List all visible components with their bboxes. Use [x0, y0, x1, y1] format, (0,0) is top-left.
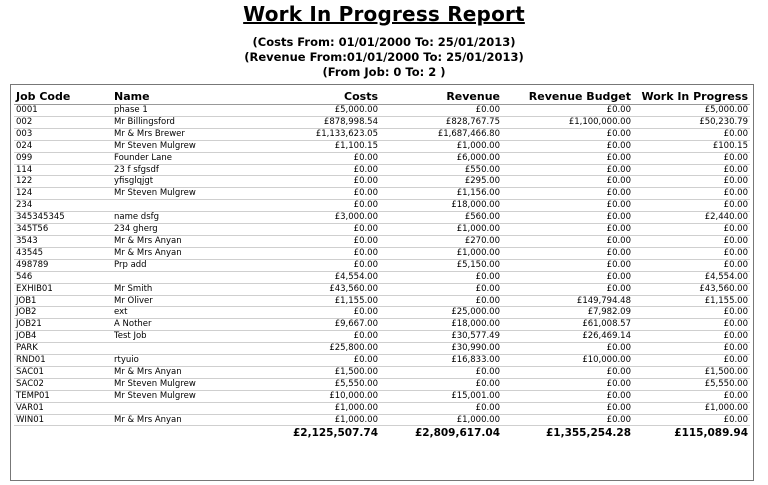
table-row: [14, 390, 750, 402]
cell-job-code: 114: [14, 164, 112, 176]
cell-revenue-budget: £149,794.48: [502, 295, 633, 307]
cell-name: Mr Smith: [112, 283, 222, 295]
table-header-row: [14, 89, 750, 105]
cell-revenue-budget: £61,008.57: [502, 319, 633, 331]
cell-name: name dsfg: [112, 212, 222, 224]
cell-costs: £9,667.00: [222, 319, 380, 331]
col-header-revenue-budget: Revenue Budget: [502, 89, 633, 105]
table-row: [14, 164, 750, 176]
table-row: [14, 152, 750, 164]
cell-job-code: RND01: [14, 355, 112, 367]
cell-revenue: £6,000.00: [380, 152, 502, 164]
cell-wip: £0.00: [633, 319, 750, 331]
cell-wip: £0.00: [633, 414, 750, 426]
cell-costs: £878,998.54: [222, 116, 380, 128]
cell-name: Mr Billingsford: [112, 116, 222, 128]
cell-name: 234 gherg: [112, 224, 222, 236]
table-row: [14, 105, 750, 117]
cell-costs: £5,000.00: [222, 105, 380, 117]
cell-revenue: £0.00: [380, 366, 502, 378]
table-row: [14, 402, 750, 414]
col-header-job-code: Job Code: [14, 89, 112, 105]
cell-name: Mr Steven Mulgrew: [112, 188, 222, 200]
cell-job-code: 024: [14, 140, 112, 152]
cell-wip: £0.00: [633, 188, 750, 200]
cell-job-code: WIN01: [14, 414, 112, 426]
cell-revenue: £1,000.00: [380, 414, 502, 426]
cell-costs: £0.00: [222, 200, 380, 212]
cell-name: Prp add: [112, 259, 222, 271]
cell-wip: £0.00: [633, 224, 750, 236]
cell-revenue-budget: £0.00: [502, 128, 633, 140]
cell-revenue-budget: £0.00: [502, 414, 633, 426]
cell-name: rtyuio: [112, 355, 222, 367]
cell-revenue: £18,000.00: [380, 200, 502, 212]
cell-costs: £0.00: [222, 331, 380, 343]
cell-wip: £43,560.00: [633, 283, 750, 295]
cell-name: [112, 343, 222, 355]
cell-job-code: EXHIB01: [14, 283, 112, 295]
cell-revenue: £25,000.00: [380, 307, 502, 319]
cell-revenue: £16,833.00: [380, 355, 502, 367]
cell-revenue-budget: £0.00: [502, 164, 633, 176]
table-row: [14, 140, 750, 152]
cell-costs: £0.00: [222, 176, 380, 188]
cell-revenue: £1,000.00: [380, 224, 502, 236]
table-row: [14, 247, 750, 259]
cell-job-code: 122: [14, 176, 112, 188]
cell-job-code: JOB4: [14, 331, 112, 343]
cell-revenue: £30,990.00: [380, 343, 502, 355]
total-revenue: £2,809,617.04: [380, 426, 502, 442]
cell-name: Founder Lane: [112, 152, 222, 164]
revenue-date-range: (Revenue From:01/01/2000 To: 25/01/2013): [244, 50, 524, 64]
cell-costs: £0.00: [222, 355, 380, 367]
cell-wip: £5,000.00: [633, 105, 750, 117]
table-row: [14, 414, 750, 426]
col-header-name: Name: [112, 89, 222, 105]
cell-name: ext: [112, 307, 222, 319]
cell-wip: £2,440.00: [633, 212, 750, 224]
cell-job-code: VAR01: [14, 402, 112, 414]
totals-blank-cell: [112, 426, 222, 442]
cell-wip: £0.00: [633, 152, 750, 164]
col-header-revenue: Revenue: [380, 89, 502, 105]
cell-name: Mr & Mrs Brewer: [112, 128, 222, 140]
cell-revenue: £0.00: [380, 283, 502, 295]
cell-wip: £1,155.00: [633, 295, 750, 307]
cell-revenue-budget: £0.00: [502, 105, 633, 117]
cell-name: Mr & Mrs Anyan: [112, 247, 222, 259]
cell-name: A Nother: [112, 319, 222, 331]
cell-revenue-budget: £26,469.14: [502, 331, 633, 343]
cell-wip: £0.00: [633, 128, 750, 140]
cell-job-code: JOB1: [14, 295, 112, 307]
cell-revenue: £1,687,466.80: [380, 128, 502, 140]
cell-name: Mr Oliver: [112, 295, 222, 307]
cell-revenue: £0.00: [380, 378, 502, 390]
cell-job-code: JOB2: [14, 307, 112, 319]
cell-revenue: £5,150.00: [380, 259, 502, 271]
cell-revenue-budget: £0.00: [502, 259, 633, 271]
table-row: [14, 200, 750, 212]
cell-job-code: JOB21: [14, 319, 112, 331]
cell-name: Mr & Mrs Anyan: [112, 366, 222, 378]
cell-wip: £1,000.00: [633, 402, 750, 414]
cell-job-code: 498789: [14, 259, 112, 271]
cell-costs: £0.00: [222, 247, 380, 259]
cell-name: yfisglqjgt: [112, 176, 222, 188]
table-row: [14, 355, 750, 367]
cell-revenue: £270.00: [380, 235, 502, 247]
col-header-costs: Costs: [222, 89, 380, 105]
cell-job-code: 234: [14, 200, 112, 212]
table-row: [14, 259, 750, 271]
cell-revenue: £15,001.00: [380, 390, 502, 402]
table-row: [14, 271, 750, 283]
cell-name: Mr & Mrs Anyan: [112, 414, 222, 426]
cell-revenue-budget: £0.00: [502, 283, 633, 295]
cell-wip: £0.00: [633, 307, 750, 319]
cell-revenue: £0.00: [380, 295, 502, 307]
cell-costs: £0.00: [222, 152, 380, 164]
table-row: [14, 366, 750, 378]
cell-costs: £3,000.00: [222, 212, 380, 224]
cell-costs: £0.00: [222, 307, 380, 319]
cell-job-code: SAC01: [14, 366, 112, 378]
cell-wip: £0.00: [633, 200, 750, 212]
report-title: Work In Progress Report: [243, 2, 525, 26]
cell-job-code: PARK: [14, 343, 112, 355]
cell-name: phase 1: [112, 105, 222, 117]
table-row: [14, 224, 750, 236]
cell-revenue: £1,156.00: [380, 188, 502, 200]
table-row: [14, 378, 750, 390]
cell-name: 23 f sfgsdf: [112, 164, 222, 176]
cell-revenue-budget: £0.00: [502, 271, 633, 283]
cell-revenue-budget: £0.00: [502, 212, 633, 224]
cell-job-code: 546: [14, 271, 112, 283]
cell-costs: £10,000.00: [222, 390, 380, 402]
cell-revenue: £295.00: [380, 176, 502, 188]
cell-revenue-budget: £0.00: [502, 152, 633, 164]
cell-costs: £1,500.00: [222, 366, 380, 378]
cell-revenue: £0.00: [380, 271, 502, 283]
cell-revenue: £560.00: [380, 212, 502, 224]
job-range: (From Job: 0 To: 2 ): [322, 65, 446, 79]
cell-revenue-budget: £1,100,000.00: [502, 116, 633, 128]
cell-name: Mr Steven Mulgrew: [112, 378, 222, 390]
cell-job-code: 124: [14, 188, 112, 200]
cell-name: [112, 200, 222, 212]
cell-revenue-budget: £0.00: [502, 390, 633, 402]
cell-wip: £4,554.00: [633, 271, 750, 283]
cell-name: Mr & Mrs Anyan: [112, 235, 222, 247]
cell-revenue-budget: £0.00: [502, 366, 633, 378]
cell-wip: £0.00: [633, 259, 750, 271]
report-subtitles: [0, 35, 768, 80]
cell-job-code: TEMP01: [14, 390, 112, 402]
table-row: [14, 176, 750, 188]
cell-costs: £0.00: [222, 235, 380, 247]
cell-job-code: 43545: [14, 247, 112, 259]
cell-revenue-budget: £0.00: [502, 140, 633, 152]
cell-job-code: 099: [14, 152, 112, 164]
totals-row: [14, 426, 750, 442]
table-row: [14, 319, 750, 331]
cell-costs: £5,550.00: [222, 378, 380, 390]
cell-wip: £100.15: [633, 140, 750, 152]
wip-table: [14, 89, 750, 441]
cell-costs: £1,100.15: [222, 140, 380, 152]
cell-name: Mr Steven Mulgrew: [112, 390, 222, 402]
cell-costs: £1,155.00: [222, 295, 380, 307]
cell-wip: £0.00: [633, 235, 750, 247]
table-row: [14, 307, 750, 319]
table-body: [14, 105, 750, 426]
cell-job-code: 0001: [14, 105, 112, 117]
cell-revenue-budget: £0.00: [502, 200, 633, 212]
cell-revenue-budget: £0.00: [502, 224, 633, 236]
cell-job-code: 002: [14, 116, 112, 128]
cell-revenue: £550.00: [380, 164, 502, 176]
cell-revenue-budget: £0.00: [502, 343, 633, 355]
cell-costs: £0.00: [222, 188, 380, 200]
total-revenue-budget: £1,355,254.28: [502, 426, 633, 442]
table-row: [14, 212, 750, 224]
table-row: [14, 188, 750, 200]
cell-revenue: £0.00: [380, 105, 502, 117]
cell-name: [112, 402, 222, 414]
cell-name: [112, 271, 222, 283]
cell-revenue: £18,000.00: [380, 319, 502, 331]
table-row: [14, 128, 750, 140]
table-row: [14, 235, 750, 247]
cell-wip: £0.00: [633, 164, 750, 176]
cell-wip: £0.00: [633, 176, 750, 188]
cell-revenue: £1,000.00: [380, 140, 502, 152]
cell-job-code: 345345345: [14, 212, 112, 224]
cell-wip: £0.00: [633, 355, 750, 367]
cell-revenue: £0.00: [380, 402, 502, 414]
cell-costs: £43,560.00: [222, 283, 380, 295]
table-row: [14, 331, 750, 343]
costs-date-range: (Costs From: 01/01/2000 To: 25/01/2013): [252, 35, 516, 49]
cell-wip: £0.00: [633, 343, 750, 355]
cell-job-code: SAC02: [14, 378, 112, 390]
cell-revenue-budget: £0.00: [502, 402, 633, 414]
cell-revenue-budget: £0.00: [502, 188, 633, 200]
total-costs: £2,125,507.74: [222, 426, 380, 442]
cell-wip: £0.00: [633, 247, 750, 259]
cell-revenue-budget: £0.00: [502, 235, 633, 247]
cell-costs: £4,554.00: [222, 271, 380, 283]
cell-revenue-budget: £0.00: [502, 247, 633, 259]
total-wip: £115,089.94: [633, 426, 750, 442]
cell-wip: £0.00: [633, 331, 750, 343]
cell-revenue-budget: £7,982.09: [502, 307, 633, 319]
cell-job-code: 345T56: [14, 224, 112, 236]
cell-revenue-budget: £0.00: [502, 176, 633, 188]
cell-costs: £1,133,623.05: [222, 128, 380, 140]
cell-revenue-budget: £0.00: [502, 378, 633, 390]
table-row: [14, 295, 750, 307]
cell-costs: £25,800.00: [222, 343, 380, 355]
cell-name: Test Job: [112, 331, 222, 343]
cell-costs: £0.00: [222, 259, 380, 271]
cell-revenue: £828,767.75: [380, 116, 502, 128]
cell-wip: £50,230.79: [633, 116, 750, 128]
cell-costs: £1,000.00: [222, 402, 380, 414]
cell-wip: £5,550.00: [633, 378, 750, 390]
cell-job-code: 003: [14, 128, 112, 140]
cell-job-code: 3543: [14, 235, 112, 247]
table-row: [14, 343, 750, 355]
table-row: [14, 283, 750, 295]
cell-costs: £1,000.00: [222, 414, 380, 426]
totals-blank-cell: [14, 426, 112, 442]
cell-wip: £1,500.00: [633, 366, 750, 378]
cell-revenue: £1,000.00: [380, 247, 502, 259]
table-row: [14, 116, 750, 128]
cell-costs: £0.00: [222, 224, 380, 236]
cell-wip: £0.00: [633, 390, 750, 402]
col-header-wip: Work In Progress: [633, 89, 750, 105]
cell-revenue-budget: £10,000.00: [502, 355, 633, 367]
cell-revenue: £30,577.49: [380, 331, 502, 343]
cell-costs: £0.00: [222, 164, 380, 176]
cell-name: Mr Steven Mulgrew: [112, 140, 222, 152]
